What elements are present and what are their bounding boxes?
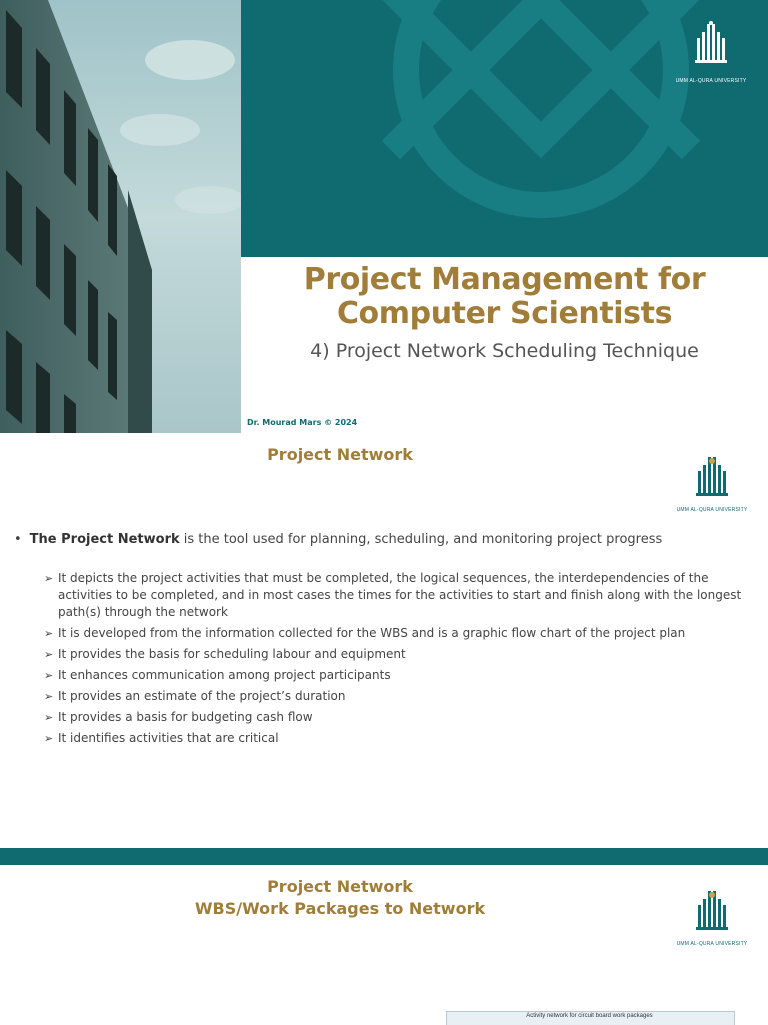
arrow-bullet-icon: ➢ bbox=[44, 669, 54, 682]
presentation-title-line2: Computer Scientists bbox=[336, 296, 673, 331]
arrow-bullet-icon: ➢ bbox=[44, 690, 54, 703]
sub-bullet-item bbox=[44, 667, 749, 684]
university-logo bbox=[672, 453, 752, 523]
building-photo bbox=[0, 0, 241, 433]
sub-bullet-item bbox=[44, 688, 749, 705]
sub-bullet-text: It provides an estimate of the project’s duration bbox=[58, 689, 346, 703]
author-credit: Dr. Mourad Mars © 2024 bbox=[247, 418, 358, 427]
arrow-bullet-icon: ➢ bbox=[44, 648, 54, 661]
university-logo bbox=[666, 20, 756, 90]
slide-heading-line1: Project Network bbox=[267, 877, 413, 896]
sub-bullet-item bbox=[44, 646, 749, 663]
presentation-subtitle: 4) Project Network Scheduling Technique bbox=[310, 340, 699, 362]
arrow-bullet-icon: ➢ bbox=[44, 572, 54, 585]
logo-emblem-icon bbox=[672, 887, 752, 937]
bullet-dot: • bbox=[14, 532, 22, 547]
logo-text: UMM AL-QURA UNIVERSITY bbox=[676, 941, 748, 947]
arrow-bullet-icon: ➢ bbox=[44, 627, 54, 640]
project-network-slide bbox=[0, 433, 768, 848]
logo-text: UMM AL-QURA UNIVERSITY bbox=[675, 78, 747, 84]
arrow-bullet-icon: ➢ bbox=[44, 732, 54, 745]
logo-emblem-icon bbox=[666, 20, 756, 70]
logo-emblem-icon bbox=[672, 453, 752, 503]
main-bullet bbox=[14, 532, 754, 547]
sub-bullet-item bbox=[44, 709, 749, 726]
figure-caption: Activity network for circuit board work packages bbox=[526, 1013, 653, 1019]
sub-bullet-text: It is developed from the information collected for the WBS and is a graphic flow chart of the project plan bbox=[58, 626, 686, 640]
slide-divider-bar bbox=[0, 848, 768, 865]
sub-bullet-text: It depicts the project activities that must be completed, the logical sequences, the interdependencies of the activities to be completed, and in most cases the times for the activities to start and finish along with the longest path(s) through the network bbox=[58, 571, 742, 619]
teal-banner bbox=[241, 0, 768, 257]
university-logo bbox=[672, 887, 752, 957]
arrow-bullet-icon: ➢ bbox=[44, 711, 54, 724]
logo-text: UMM AL-QURA UNIVERSITY bbox=[676, 507, 748, 513]
sub-bullet-text: It provides a basis for budgeting cash flow bbox=[58, 710, 313, 724]
slide-heading: Project Network bbox=[267, 445, 413, 464]
presentation-title-line1: Project Management for bbox=[303, 262, 706, 297]
sub-bullet-item bbox=[44, 730, 749, 747]
main-bullet-term: The Project Network bbox=[29, 532, 180, 547]
sub-bullet-text: It enhances communication among project participants bbox=[58, 668, 391, 682]
sub-bullet-list bbox=[44, 570, 749, 751]
sub-bullet-item bbox=[44, 625, 749, 642]
sub-bullet-item bbox=[44, 570, 749, 621]
wbs-network-slide bbox=[0, 865, 768, 1024]
title-slide bbox=[0, 0, 768, 433]
slide-heading-line2: WBS/Work Packages to Network bbox=[194, 899, 486, 918]
main-bullet-text: is the tool used for planning, scheduling, and monitoring project progress bbox=[179, 532, 663, 547]
sub-bullet-text: It identifies activities that are critical bbox=[58, 731, 279, 745]
sub-bullet-text: It provides the basis for scheduling labour and equipment bbox=[58, 647, 406, 661]
